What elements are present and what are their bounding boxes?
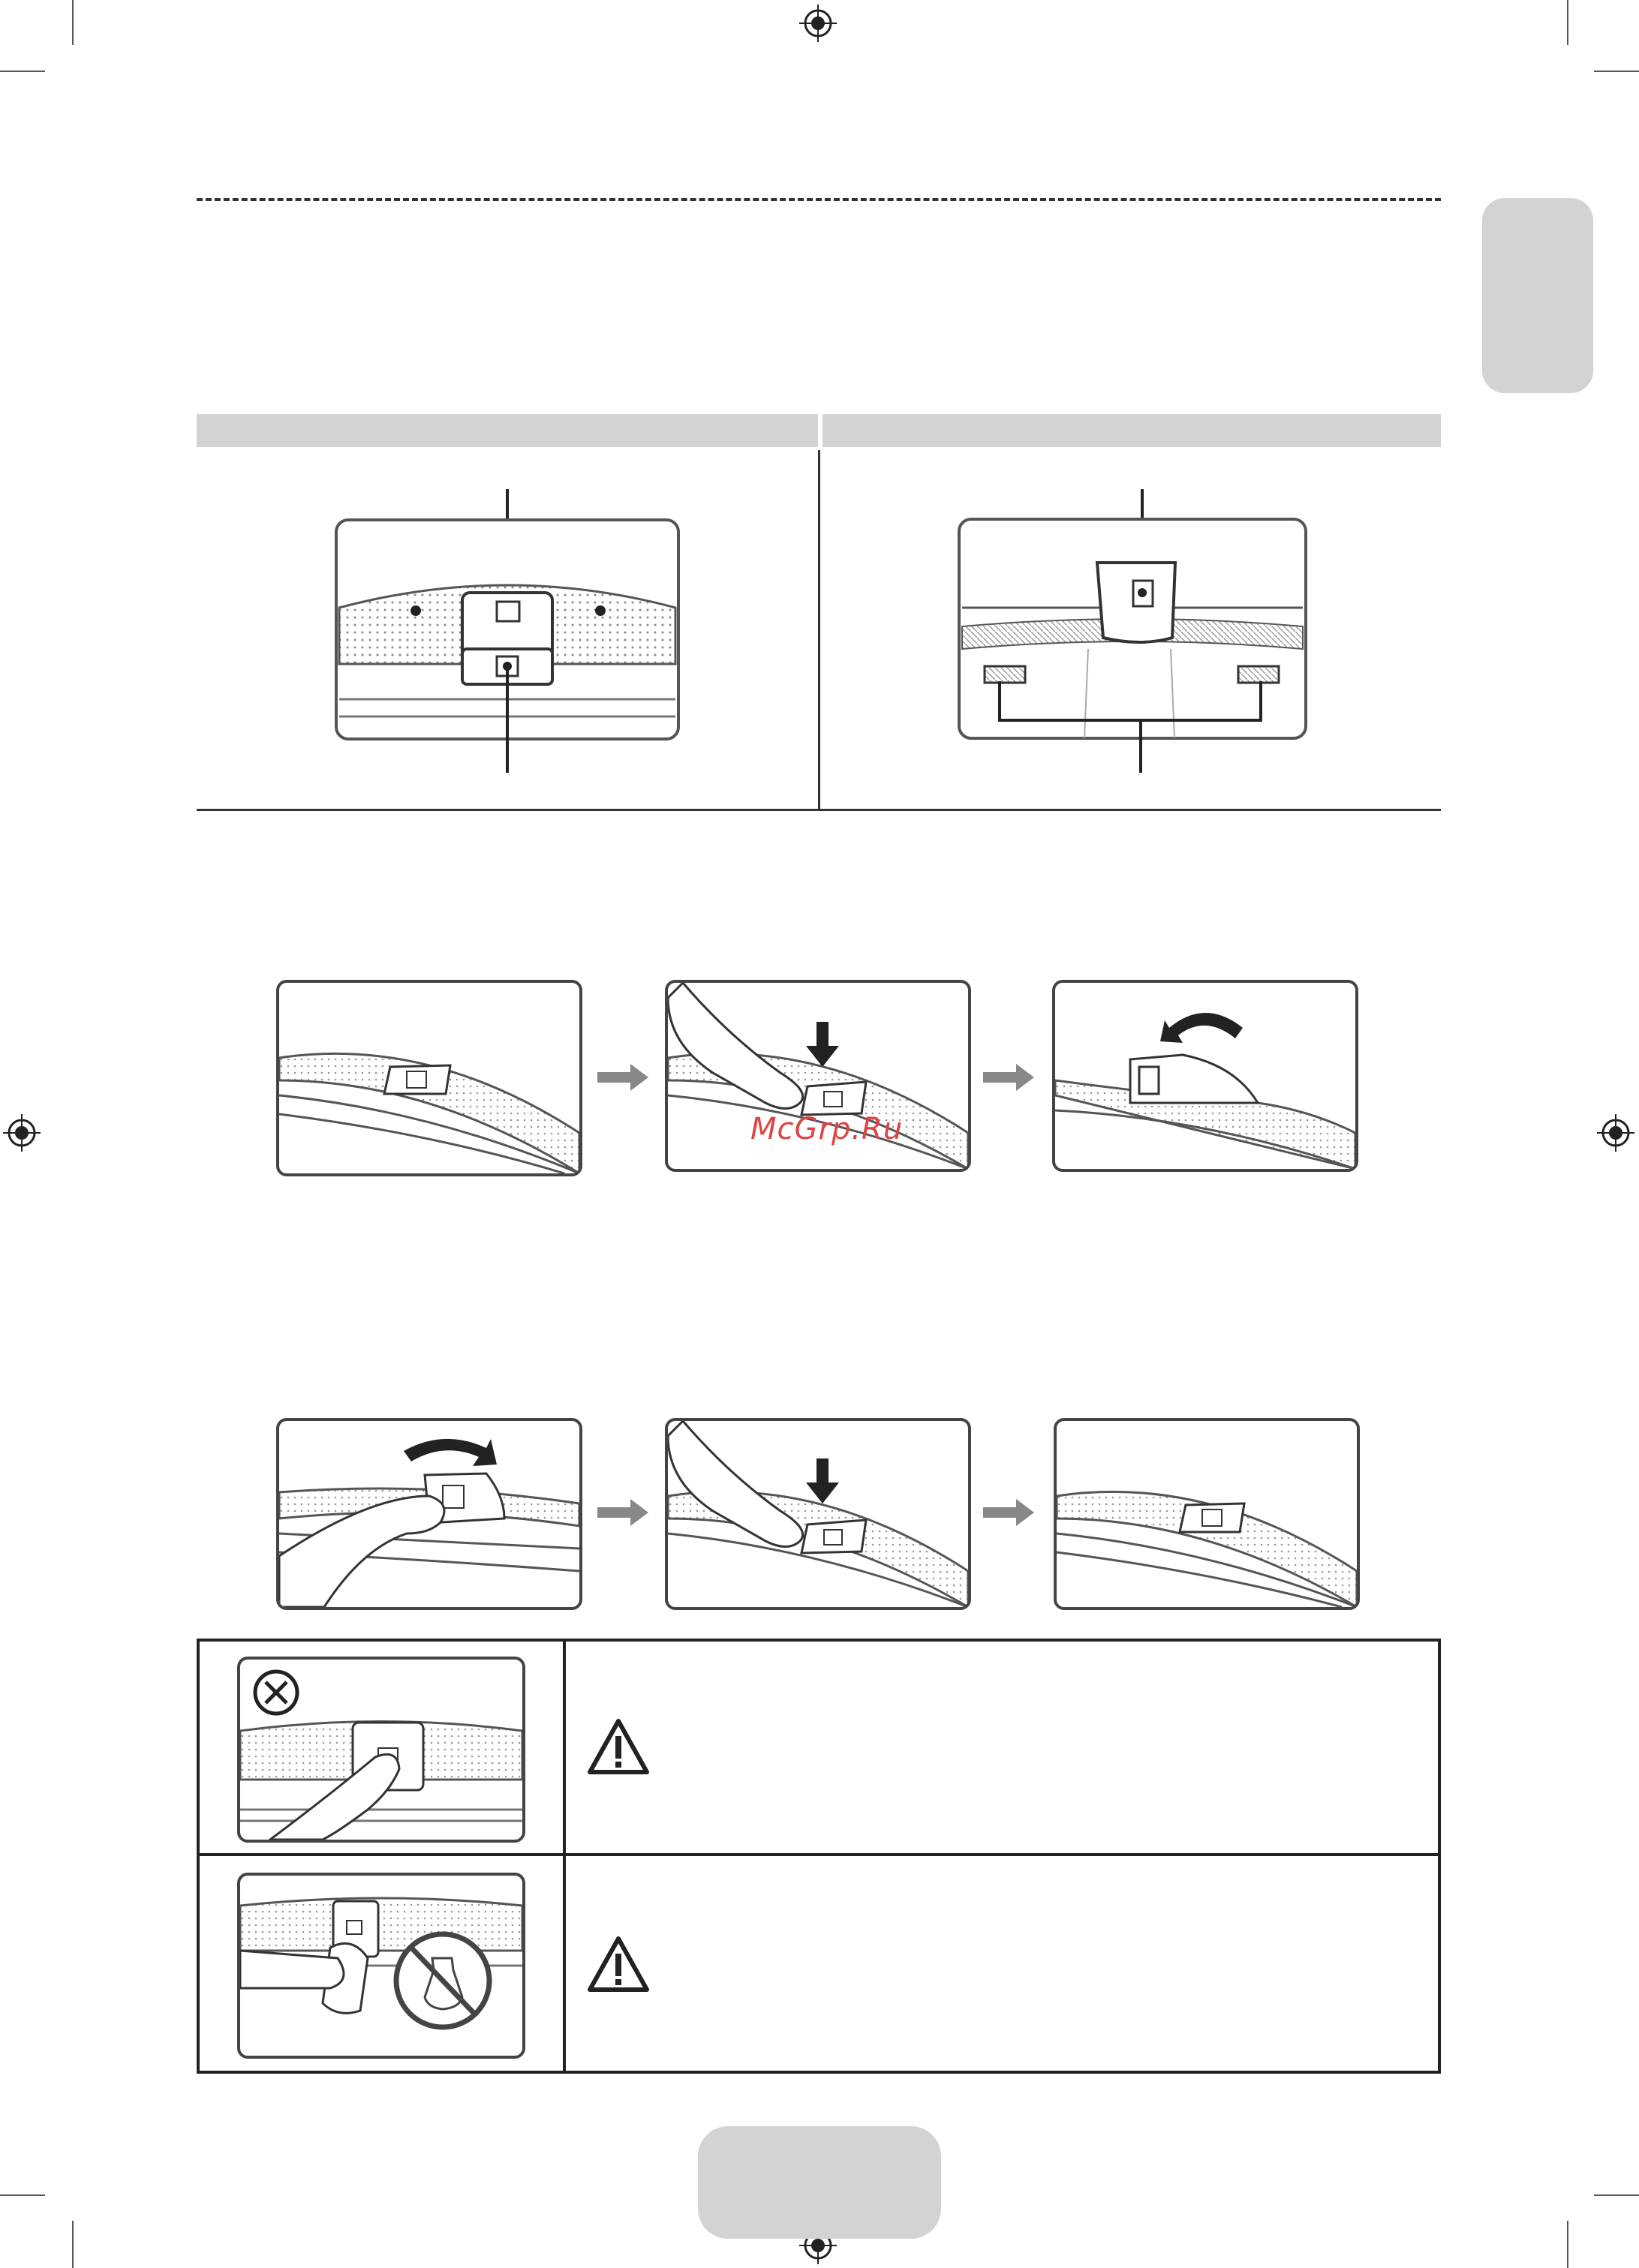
rotate-arrow-icon — [404, 1439, 497, 1466]
camera-front-diagram — [330, 488, 690, 773]
finger-icon — [668, 1421, 803, 1547]
step2-panel-2 — [665, 1418, 971, 1610]
caution2-image — [237, 1873, 525, 2059]
crop-mark — [72, 0, 74, 45]
registration-mark-icon — [3, 1114, 41, 1152]
registration-mark-icon — [1597, 1114, 1634, 1152]
watermark-text: McGrp.Ru — [750, 1112, 904, 1146]
crop-mark — [72, 2221, 74, 2268]
dashed-rule — [197, 198, 1441, 201]
crop-mark — [1567, 0, 1568, 45]
caution-table-col-divider — [563, 1639, 566, 2074]
prohibited-icon — [255, 1672, 297, 1714]
rotate-arrow-icon — [1160, 1013, 1243, 1043]
language-tab — [1482, 198, 1593, 393]
column-divider — [818, 450, 820, 810]
crop-mark — [0, 2194, 45, 2196]
caution1-image — [237, 1657, 525, 1843]
step1-panel-1 — [276, 980, 582, 1176]
registration-mark-icon — [799, 5, 837, 42]
crop-mark — [1567, 2221, 1568, 2268]
page-number-tab — [698, 2126, 941, 2239]
crop-mark — [1594, 2194, 1639, 2196]
finger-icon — [668, 983, 803, 1109]
warning-triangle-icon — [587, 1936, 650, 1993]
step-arrow-icon — [983, 1062, 1036, 1092]
press-down-arrow-icon — [806, 1022, 839, 1067]
step-arrow-icon — [597, 1497, 650, 1528]
step2-panel-3 — [1054, 1418, 1360, 1610]
step2-panel-1 — [276, 1418, 582, 1610]
crop-mark — [0, 71, 45, 72]
no-spray-icon — [396, 1934, 489, 2027]
camera-rear-diagram — [953, 488, 1313, 773]
step1-panel-3 — [1052, 980, 1358, 1172]
column-header-left — [197, 414, 818, 447]
crop-mark — [1594, 71, 1639, 72]
section-bottom-rule — [197, 809, 1441, 811]
press-down-arrow-icon — [806, 1458, 839, 1503]
caution-table-row-divider — [197, 1853, 1441, 1856]
warning-triangle-icon — [587, 1718, 650, 1775]
column-header-right — [823, 414, 1441, 447]
step-arrow-icon — [983, 1497, 1036, 1528]
step-arrow-icon — [597, 1062, 650, 1092]
